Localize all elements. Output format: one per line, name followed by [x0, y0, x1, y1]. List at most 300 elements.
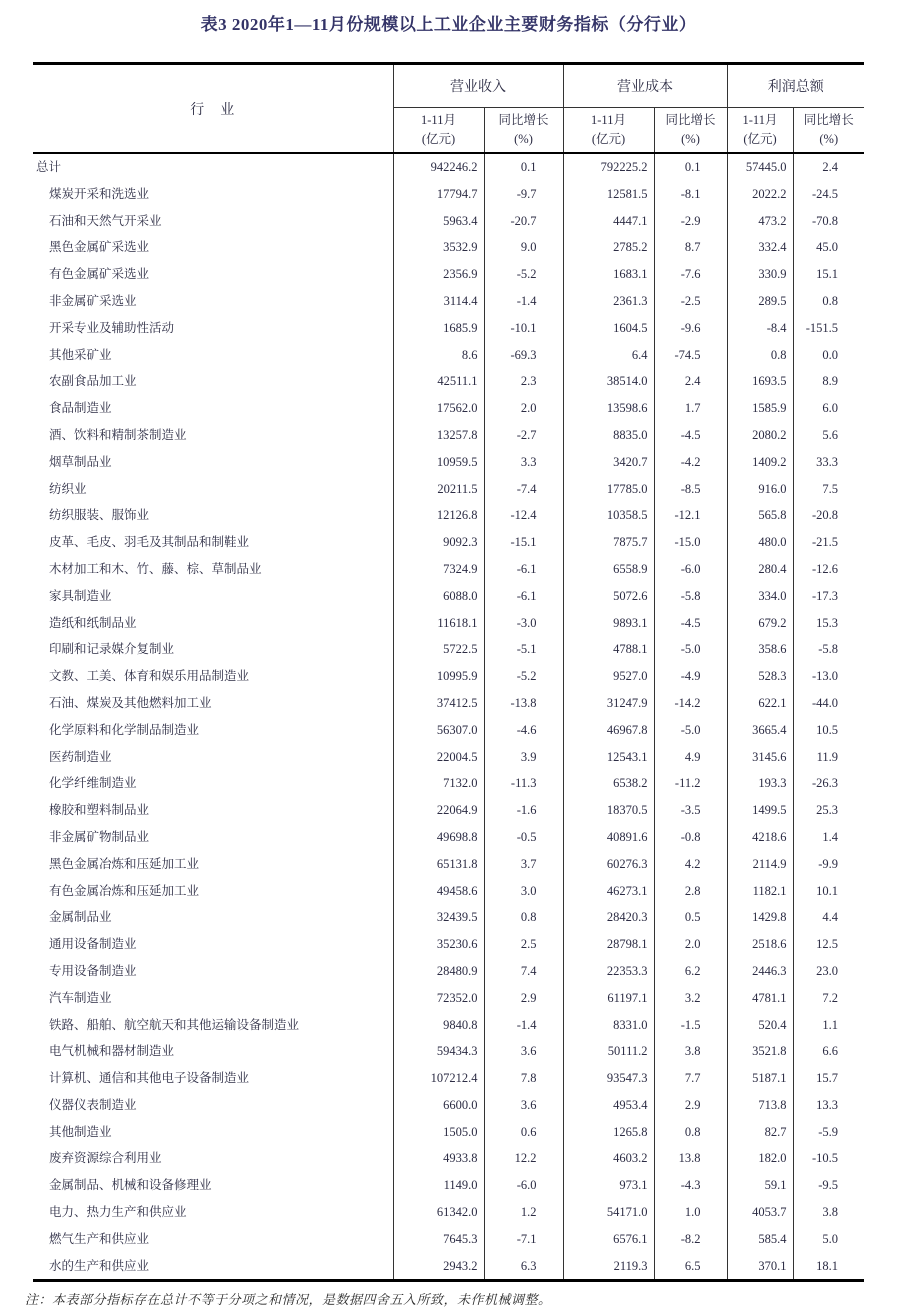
amount-cell: 2361.3 — [563, 288, 654, 315]
amount-cell: 40891.6 — [563, 824, 654, 851]
amount-cell: 622.1 — [727, 690, 793, 717]
amount-cell: 7132.0 — [393, 770, 484, 797]
growth-cell: 2.5 — [484, 931, 563, 958]
amount-cell: 59.1 — [727, 1172, 793, 1199]
industry-name: 通用设备制造业 — [49, 937, 137, 952]
table-row — [33, 208, 864, 235]
amount-cell: 65131.8 — [393, 851, 484, 878]
growth-cell: -5.8 — [793, 636, 864, 663]
table-row — [33, 610, 864, 637]
amount-cell: 28420.3 — [563, 904, 654, 931]
amount-cell: 28798.1 — [563, 931, 654, 958]
industry-name: 水的生产和供应业 — [49, 1258, 150, 1273]
growth-cell: -26.3 — [793, 770, 864, 797]
amount-cell: 6600.0 — [393, 1092, 484, 1119]
amount-cell: 6088.0 — [393, 583, 484, 610]
industry-name: 黑色金属冶炼和压延加工业 — [49, 856, 200, 871]
amount-cell: 2518.6 — [727, 931, 793, 958]
growth-cell: 10.1 — [793, 878, 864, 905]
growth-cell: -13.0 — [793, 663, 864, 690]
growth-cell: 7.5 — [793, 476, 864, 503]
amount-cell: 18370.5 — [563, 797, 654, 824]
amount-cell: 585.4 — [727, 1226, 793, 1253]
growth-cell: 7.7 — [654, 1065, 727, 1092]
growth-cell: 2.4 — [654, 368, 727, 395]
amount-cell: 3521.8 — [727, 1038, 793, 1065]
growth-cell: 7.4 — [484, 958, 563, 985]
growth-cell: 2.4 — [793, 153, 864, 181]
amount-cell: 61342.0 — [393, 1199, 484, 1226]
growth-cell: 23.0 — [793, 958, 864, 985]
table-row — [33, 1199, 864, 1226]
growth-cell: -5.8 — [654, 583, 727, 610]
industry-name: 化学纤维制造业 — [49, 776, 137, 791]
amount-cell: 10358.5 — [563, 502, 654, 529]
growth-cell: 2.8 — [654, 878, 727, 905]
amount-cell: 7645.3 — [393, 1226, 484, 1253]
growth-cell: -4.2 — [654, 449, 727, 476]
growth-cell: 0.8 — [484, 904, 563, 931]
subheader-line2: (亿元) — [421, 132, 456, 146]
amount-cell: 17785.0 — [563, 476, 654, 503]
col-subheader-profit-growth — [793, 108, 864, 154]
amount-cell: 1505.0 — [393, 1119, 484, 1146]
growth-cell: -6.1 — [484, 583, 563, 610]
growth-cell: -8.2 — [654, 1226, 727, 1253]
growth-cell: 3.7 — [484, 851, 563, 878]
growth-cell: 4.2 — [654, 851, 727, 878]
growth-cell: 0.1 — [484, 153, 563, 181]
growth-cell: 33.3 — [793, 449, 864, 476]
col-header-industry: 行 业 — [190, 102, 236, 118]
growth-cell: -6.0 — [654, 556, 727, 583]
amount-cell: 973.1 — [563, 1172, 654, 1199]
growth-cell: 6.2 — [654, 958, 727, 985]
industry-name: 总计 — [36, 160, 62, 174]
growth-cell: 9.0 — [484, 234, 563, 261]
amount-cell: 528.3 — [727, 663, 793, 690]
amount-cell: 3420.7 — [563, 449, 654, 476]
amount-cell: 280.4 — [727, 556, 793, 583]
amount-cell: 1409.2 — [727, 449, 793, 476]
growth-cell: 0.6 — [484, 1119, 563, 1146]
table-row — [33, 529, 864, 556]
amount-cell: 7324.9 — [393, 556, 484, 583]
growth-cell: -4.5 — [654, 610, 727, 637]
growth-cell: 12.2 — [484, 1145, 563, 1172]
industry-name: 食品制造业 — [49, 401, 112, 416]
industry-name: 仪器仪表制造业 — [49, 1097, 137, 1112]
amount-cell: 54171.0 — [563, 1199, 654, 1226]
amount-cell: 6.4 — [563, 342, 654, 369]
growth-cell: 3.8 — [793, 1199, 864, 1226]
growth-cell: 2.9 — [654, 1092, 727, 1119]
growth-cell: 8.9 — [793, 368, 864, 395]
table-row — [33, 1253, 864, 1281]
growth-cell: 2.0 — [484, 395, 563, 422]
growth-cell: 4.4 — [793, 904, 864, 931]
table-row — [33, 153, 864, 181]
industry-name: 废弃资源综合利用业 — [49, 1151, 162, 1166]
col-subheader-revenue-amount — [393, 108, 484, 154]
amount-cell: 93547.3 — [563, 1065, 654, 1092]
table-row — [33, 234, 864, 261]
industry-name: 电力、热力生产和供应业 — [49, 1205, 187, 1220]
page-title: 表3 2020年1—11月份规模以上工业企业主要财务指标（分行业） — [200, 15, 697, 34]
industry-name: 化学原料和化学制品制造业 — [49, 722, 200, 737]
growth-cell: -17.3 — [793, 583, 864, 610]
growth-cell: -4.9 — [654, 663, 727, 690]
growth-cell: 1.2 — [484, 1199, 563, 1226]
amount-cell: 22353.3 — [563, 958, 654, 985]
table-row — [33, 288, 864, 315]
industry-name: 非金属矿采选业 — [49, 293, 137, 308]
table-row — [33, 878, 864, 905]
amount-cell: 57445.0 — [727, 153, 793, 181]
growth-cell: 0.5 — [654, 904, 727, 931]
industry-name: 金属制品、机械和设备修理业 — [49, 1178, 212, 1193]
industry-name: 其他制造业 — [49, 1124, 112, 1139]
industry-name: 其他采矿业 — [49, 347, 112, 362]
col-subheader-profit-amount — [727, 108, 793, 154]
subheader-line2: (%) — [681, 132, 700, 146]
amount-cell: 3665.4 — [727, 717, 793, 744]
growth-cell: -7.1 — [484, 1226, 563, 1253]
growth-cell: -2.7 — [484, 422, 563, 449]
amount-cell: 5072.6 — [563, 583, 654, 610]
growth-cell: -5.9 — [793, 1119, 864, 1146]
industry-name: 医药制造业 — [49, 749, 112, 764]
growth-cell: 3.3 — [484, 449, 563, 476]
industry-name: 铁路、船舶、航空航天和其他运输设备制造业 — [49, 1017, 300, 1032]
amount-cell: 289.5 — [727, 288, 793, 315]
growth-cell: 1.1 — [793, 1012, 864, 1039]
growth-cell: -70.8 — [793, 208, 864, 235]
amount-cell: 6538.2 — [563, 770, 654, 797]
industry-name: 酒、饮料和精制茶制造业 — [49, 427, 187, 442]
growth-cell: -0.8 — [654, 824, 727, 851]
growth-cell: -8.5 — [654, 476, 727, 503]
amount-cell: 13257.8 — [393, 422, 484, 449]
amount-cell: 8.6 — [393, 342, 484, 369]
growth-cell: -6.0 — [484, 1172, 563, 1199]
growth-cell: -11.3 — [484, 770, 563, 797]
amount-cell: 56307.0 — [393, 717, 484, 744]
growth-cell: -69.3 — [484, 342, 563, 369]
amount-cell: 35230.6 — [393, 931, 484, 958]
growth-cell: 45.0 — [793, 234, 864, 261]
table-row — [33, 1172, 864, 1199]
table-row — [33, 1226, 864, 1253]
growth-cell: -1.6 — [484, 797, 563, 824]
growth-cell: -6.1 — [484, 556, 563, 583]
amount-cell: 17794.7 — [393, 181, 484, 208]
industry-name: 橡胶和塑料制品业 — [49, 803, 150, 818]
amount-cell: 182.0 — [727, 1145, 793, 1172]
industry-name: 石油和天然气开采业 — [49, 213, 162, 228]
amount-cell: 473.2 — [727, 208, 793, 235]
growth-cell: 6.3 — [484, 1253, 563, 1281]
growth-cell: 3.6 — [484, 1092, 563, 1119]
growth-cell: -21.5 — [793, 529, 864, 556]
subheader-line1: 同比增长 — [803, 112, 854, 127]
amount-cell: 4781.1 — [727, 985, 793, 1012]
amount-cell: 22004.5 — [393, 744, 484, 771]
subheader-line2: (%) — [819, 132, 839, 146]
growth-cell: -10.5 — [793, 1145, 864, 1172]
growth-cell: 3.0 — [484, 878, 563, 905]
amount-cell: 370.1 — [727, 1253, 793, 1281]
amount-cell: 4788.1 — [563, 636, 654, 663]
amount-cell: 2114.9 — [727, 851, 793, 878]
subheader-line2: (%) — [514, 132, 533, 146]
subheader-line1: 同比增长 — [498, 112, 549, 127]
industry-name: 黑色金属矿采选业 — [49, 240, 150, 255]
growth-cell: 0.8 — [793, 288, 864, 315]
amount-cell: 5963.4 — [393, 208, 484, 235]
col-subheader-cost-growth — [654, 108, 727, 154]
amount-cell: 2785.2 — [563, 234, 654, 261]
growth-cell: 1.4 — [793, 824, 864, 851]
subheader-line1: 1-11月 — [421, 112, 456, 127]
growth-cell: -13.8 — [484, 690, 563, 717]
amount-cell: 7875.7 — [563, 529, 654, 556]
table-row — [33, 797, 864, 824]
industry-name: 印刷和记录媒介复制业 — [49, 642, 175, 657]
table-container — [33, 62, 864, 1282]
amount-cell: 332.4 — [727, 234, 793, 261]
growth-cell: -5.0 — [654, 636, 727, 663]
amount-cell: 11618.1 — [393, 610, 484, 637]
growth-cell: -9.5 — [793, 1172, 864, 1199]
amount-cell: 1429.8 — [727, 904, 793, 931]
amount-cell: 1585.9 — [727, 395, 793, 422]
growth-cell: 0.8 — [654, 1119, 727, 1146]
amount-cell: 49458.6 — [393, 878, 484, 905]
industry-name: 有色金属矿采选业 — [49, 267, 150, 282]
growth-cell: 11.9 — [793, 744, 864, 771]
growth-cell: 7.2 — [793, 985, 864, 1012]
growth-cell: 2.0 — [654, 931, 727, 958]
industry-name: 燃气生产和供应业 — [49, 1231, 150, 1246]
growth-cell: 5.0 — [793, 1226, 864, 1253]
table-row — [33, 958, 864, 985]
table-header — [33, 64, 864, 154]
growth-cell: -5.1 — [484, 636, 563, 663]
table-row — [33, 342, 864, 369]
industry-name: 金属制品业 — [49, 910, 112, 925]
industry-name: 造纸和纸制品业 — [49, 615, 137, 630]
growth-cell: -1.4 — [484, 1012, 563, 1039]
growth-cell: 5.6 — [793, 422, 864, 449]
growth-cell: 3.9 — [484, 744, 563, 771]
growth-cell: -15.1 — [484, 529, 563, 556]
amount-cell: 9527.0 — [563, 663, 654, 690]
growth-cell: -5.2 — [484, 663, 563, 690]
amount-cell: 358.6 — [727, 636, 793, 663]
table-row — [33, 904, 864, 931]
amount-cell: 4603.2 — [563, 1145, 654, 1172]
industry-name: 农副食品加工业 — [49, 374, 137, 389]
growth-cell: -20.7 — [484, 208, 563, 235]
industry-name: 纺织服装、服饰业 — [49, 508, 150, 523]
growth-cell: -3.5 — [654, 797, 727, 824]
growth-cell: 18.1 — [793, 1253, 864, 1281]
amount-cell: 1149.0 — [393, 1172, 484, 1199]
growth-cell: 6.0 — [793, 395, 864, 422]
amount-cell: 2356.9 — [393, 261, 484, 288]
growth-cell: -5.2 — [484, 261, 563, 288]
amount-cell: 10959.5 — [393, 449, 484, 476]
industry-name: 文教、工美、体育和娱乐用品制造业 — [49, 669, 250, 684]
amount-cell: 82.7 — [727, 1119, 793, 1146]
amount-cell: 2943.2 — [393, 1253, 484, 1281]
growth-cell: -74.5 — [654, 342, 727, 369]
industry-name: 汽车制造业 — [49, 990, 112, 1005]
growth-cell: 13.3 — [793, 1092, 864, 1119]
table-row — [33, 851, 864, 878]
amount-cell: 10995.9 — [393, 663, 484, 690]
financial-indicators-table — [33, 62, 864, 1282]
amount-cell: 72352.0 — [393, 985, 484, 1012]
amount-cell: 31247.9 — [563, 690, 654, 717]
table-row — [33, 824, 864, 851]
table-row — [33, 1145, 864, 1172]
growth-cell: 1.0 — [654, 1199, 727, 1226]
growth-cell: -7.6 — [654, 261, 727, 288]
amount-cell: 8835.0 — [563, 422, 654, 449]
industry-name: 专用设备制造业 — [49, 963, 137, 978]
amount-cell: 28480.9 — [393, 958, 484, 985]
amount-cell: 3114.4 — [393, 288, 484, 315]
growth-cell: 3.6 — [484, 1038, 563, 1065]
growth-cell: -7.4 — [484, 476, 563, 503]
growth-cell: -12.4 — [484, 502, 563, 529]
header-group-row — [33, 64, 864, 108]
growth-cell: -44.0 — [793, 690, 864, 717]
amount-cell: 1604.5 — [563, 315, 654, 342]
table-row — [33, 770, 864, 797]
amount-cell: 2080.2 — [727, 422, 793, 449]
growth-cell: -0.5 — [484, 824, 563, 851]
amount-cell: 334.0 — [727, 583, 793, 610]
subheader-line1: 1-11月 — [742, 112, 778, 127]
growth-cell: -12.1 — [654, 502, 727, 529]
table-row — [33, 395, 864, 422]
subheader-line2: (亿元) — [743, 132, 777, 146]
amount-cell: 6558.9 — [563, 556, 654, 583]
industry-name: 电气机械和器材制造业 — [49, 1044, 175, 1059]
growth-cell: -2.9 — [654, 208, 727, 235]
amount-cell: 3145.6 — [727, 744, 793, 771]
growth-cell: -10.1 — [484, 315, 563, 342]
growth-cell: 15.7 — [793, 1065, 864, 1092]
growth-cell: 13.8 — [654, 1145, 727, 1172]
amount-cell: 713.8 — [727, 1092, 793, 1119]
amount-cell: 565.8 — [727, 502, 793, 529]
industry-name: 非金属矿物制品业 — [49, 829, 150, 844]
amount-cell: 916.0 — [727, 476, 793, 503]
amount-cell: 9092.3 — [393, 529, 484, 556]
amount-cell: 17562.0 — [393, 395, 484, 422]
table-footnote: 注：本表部分指标存在总计不等于分项之和情况，是数据四舍五入所致，未作机械调整。 — [25, 1292, 552, 1308]
table-row — [33, 368, 864, 395]
growth-cell: 25.3 — [793, 797, 864, 824]
table-row — [33, 556, 864, 583]
table-row — [33, 181, 864, 208]
growth-cell: -15.0 — [654, 529, 727, 556]
growth-cell: 3.8 — [654, 1038, 727, 1065]
table-row — [33, 502, 864, 529]
growth-cell: -5.0 — [654, 717, 727, 744]
growth-cell: -12.6 — [793, 556, 864, 583]
growth-cell: 6.5 — [654, 1253, 727, 1281]
industry-name: 家具制造业 — [49, 588, 112, 603]
growth-cell: 12.5 — [793, 931, 864, 958]
amount-cell: 8331.0 — [563, 1012, 654, 1039]
amount-cell: 0.8 — [727, 342, 793, 369]
table-row — [33, 315, 864, 342]
growth-cell: -3.0 — [484, 610, 563, 637]
table-row — [33, 1092, 864, 1119]
growth-cell: 15.3 — [793, 610, 864, 637]
amount-cell: 59434.3 — [393, 1038, 484, 1065]
table-row — [33, 261, 864, 288]
col-subheader-revenue-growth — [484, 108, 563, 154]
growth-cell: -11.2 — [654, 770, 727, 797]
table-row — [33, 422, 864, 449]
table-row — [33, 449, 864, 476]
amount-cell: 20211.5 — [393, 476, 484, 503]
industry-name: 煤炭开采和洗选业 — [49, 186, 150, 201]
industry-name: 计算机、通信和其他电子设备制造业 — [49, 1071, 250, 1086]
table-row — [33, 744, 864, 771]
amount-cell: 1693.5 — [727, 368, 793, 395]
col-group-profit: 利润总额 — [727, 64, 864, 108]
amount-cell: 4447.1 — [563, 208, 654, 235]
table-row — [33, 717, 864, 744]
growth-cell: -9.6 — [654, 315, 727, 342]
table-row — [33, 476, 864, 503]
amount-cell: 38514.0 — [563, 368, 654, 395]
amount-cell: 5722.5 — [393, 636, 484, 663]
amount-cell: 1265.8 — [563, 1119, 654, 1146]
amount-cell: 9840.8 — [393, 1012, 484, 1039]
growth-cell: 15.1 — [793, 261, 864, 288]
amount-cell: 32439.5 — [393, 904, 484, 931]
amount-cell: 12543.1 — [563, 744, 654, 771]
growth-cell: 10.5 — [793, 717, 864, 744]
amount-cell: 3532.9 — [393, 234, 484, 261]
table-row — [33, 1012, 864, 1039]
growth-cell: 0.0 — [793, 342, 864, 369]
industry-name: 木材加工和木、竹、藤、棕、草制品业 — [49, 561, 262, 576]
growth-cell: 6.6 — [793, 1038, 864, 1065]
col-group-cost: 营业成本 — [563, 64, 727, 108]
industry-name: 石油、煤炭及其他燃料加工业 — [49, 695, 212, 710]
amount-cell: 2446.3 — [727, 958, 793, 985]
growth-cell: 0.1 — [654, 153, 727, 181]
amount-cell: 2119.3 — [563, 1253, 654, 1281]
table-row — [33, 663, 864, 690]
amount-cell: 12126.8 — [393, 502, 484, 529]
subheader-line1: 1-11月 — [591, 112, 626, 127]
amount-cell: 330.9 — [727, 261, 793, 288]
subheader-line2: (亿元) — [591, 132, 626, 146]
growth-cell: -2.5 — [654, 288, 727, 315]
amount-cell: 792225.2 — [563, 153, 654, 181]
growth-cell: -9.7 — [484, 181, 563, 208]
